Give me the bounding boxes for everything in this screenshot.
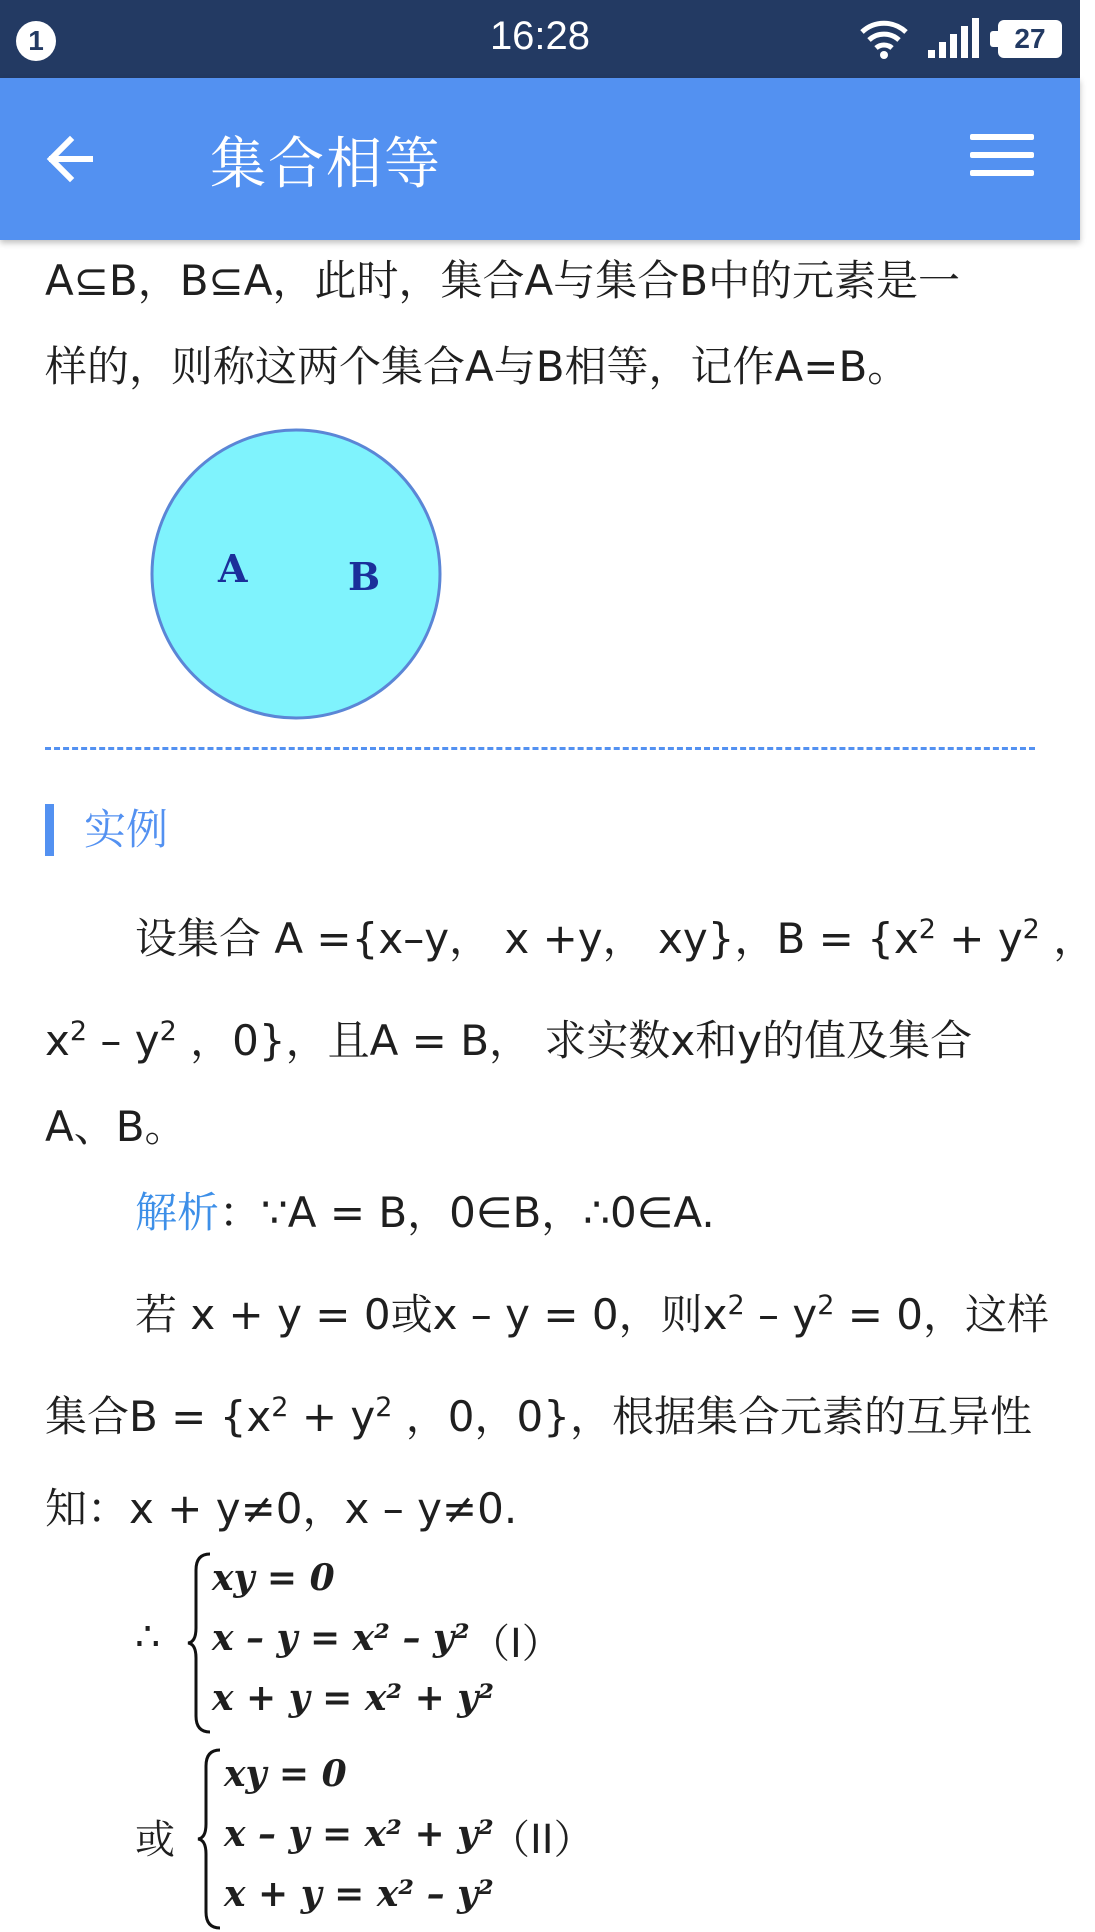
back-button[interactable] <box>38 126 108 192</box>
set-a-label: A <box>218 546 248 591</box>
equation-system-2 <box>224 1744 494 1924</box>
analysis-para-line-1: 若 x + y = 0或x – y = 0，则$x^2 - y^2 = 0$，这样 <box>135 1290 1050 1339</box>
app-bar <box>0 78 1080 240</box>
section-divider <box>45 747 1035 750</box>
venn-diagram-image <box>148 428 448 720</box>
system1-eq3: x + y = x² + y² <box>212 1677 494 1719</box>
system1-tag: （I） <box>470 1621 562 1667</box>
analysis-para-line-3: 知：x + y≠0，x – y≠0. <box>45 1484 518 1533</box>
therefore-symbol: ∴ <box>135 1614 161 1660</box>
or-label: 或 <box>135 1817 175 1863</box>
analysis-para-line-2: 集合$B = \{x^2 + y^2$ ，0，0}，根据集合元素的互异性 <box>45 1392 1032 1441</box>
system1-eq1: xy = 0 <box>212 1557 335 1599</box>
problem-line-2: $x^2 - y^2$ ，0}，且A = B， 求实数x和y的值及集合 <box>45 1016 973 1065</box>
equation-system-1 <box>212 1548 494 1728</box>
wifi-icon <box>858 16 910 60</box>
status-time: 16:28 <box>489 14 591 58</box>
definition-line-2: 样的，则称这两个集合A与B相等，记作A=B。 <box>45 342 910 391</box>
hamburger-menu-icon <box>970 134 1034 140</box>
left-brace-2 <box>196 1746 226 1932</box>
system2-eq2: x – y = x² + y² <box>224 1813 494 1855</box>
problem-line-1: 设集合 A ={x–y， x +y， xy}，$B = \{x^2 + y^2$ ， <box>135 914 1095 963</box>
page-title: 集合相等 <box>210 132 442 197</box>
system2-eq1: xy = 0 <box>224 1753 347 1795</box>
system2-tag: （II） <box>490 1817 594 1863</box>
definition-line-1: A⊆B，B⊆A，此时，集合A与集合B中的元素是一 <box>45 256 961 305</box>
system2-eq3: x + y = x² – y² <box>224 1873 494 1915</box>
arrow-left-icon <box>38 126 108 192</box>
notification-badge: 1 <box>16 21 56 61</box>
system1-eq2: x – y = x² – y² <box>212 1617 470 1659</box>
signal-icon <box>926 16 982 60</box>
battery-icon: 27 <box>998 20 1062 58</box>
analysis-label: 解析 <box>135 1188 220 1237</box>
set-b-label: B <box>348 554 381 599</box>
status-bar <box>0 0 1080 78</box>
example-heading: 实例 <box>45 804 168 856</box>
problem-line-3: A、B。 <box>45 1102 187 1151</box>
analysis-line: 解析：∵A = B，0∈B，∴0∈A. <box>135 1188 715 1237</box>
menu-button[interactable] <box>970 134 1034 184</box>
